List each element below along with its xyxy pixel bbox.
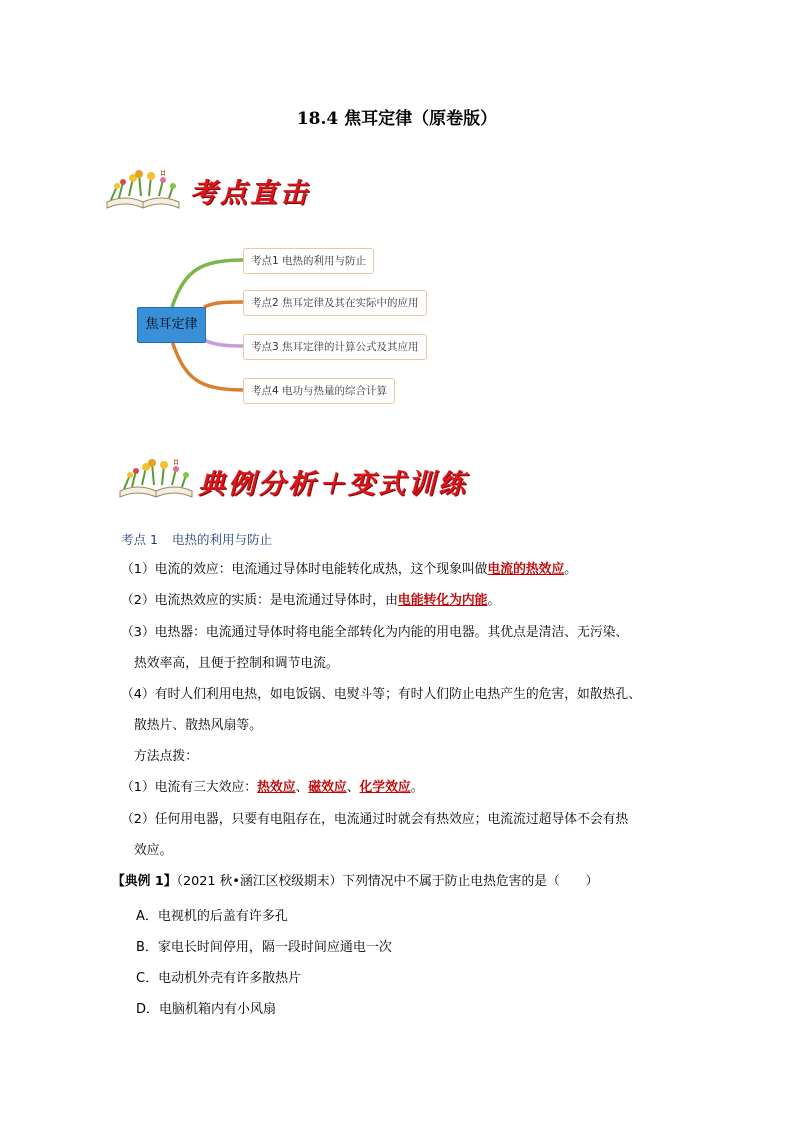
option-a: A．电视机的后盖有许多孔 [136, 909, 288, 924]
book-flower-icon [116, 455, 196, 500]
mindmap-node-2: 考点2 焦耳定律及其在实际中的应用 [243, 290, 427, 316]
example-question [112, 873, 598, 891]
paragraph-4-line-1: （4）有时人们利用电热，如电饭锅、电熨斗等；有时人们防止电热产生的危害，如散热孔、 [121, 687, 642, 702]
answer-text: 电流的热效应 [487, 562, 565, 577]
book-flower-icon [103, 166, 183, 211]
paragraph-4-line-2: 散热片、散热风扇等。 [134, 718, 262, 733]
point-label: 考点 1 [121, 532, 158, 547]
answer-text: 电能转化为内能 [397, 593, 488, 608]
paragraph-3-line-2: 热效率高，且便于控制和调节电流。 [134, 656, 339, 671]
banner-examples: 典例分析＋变式训练 [198, 469, 468, 500]
point-title: 电热的利用与防止 [171, 532, 272, 547]
answer-text: 化学效应 [359, 780, 411, 795]
banner-key-points: 考点直击 [190, 178, 310, 209]
example-tag: 【典例 1】 [112, 874, 177, 889]
mindmap-node-1: 考点1 电热的利用与防止 [243, 248, 374, 274]
paragraph-2: （2）电流热效应的实质：是电流通过导体时，由电能转化为内能。 [121, 593, 501, 608]
answer-text: 磁效应 [308, 780, 347, 795]
answer-text: 热效应 [257, 780, 296, 795]
method-heading: 方法点拨： [134, 749, 198, 764]
mindmap-root: 焦耳定律 [137, 307, 206, 343]
example-text: （2021 秋•涵江区校级期末）下列情况中不属于防止电热危害的是（ ） [176, 874, 599, 889]
method-2-line-1: （2）任何用电器，只要有电阻存在，电流通过时就会有热效应；电流流过超导体不会有热 [121, 812, 629, 827]
paragraph-3-line-1: （3）电热器：电流通过导体时将电能全部转化为内能的用电器。其优点是清洁、无污染、 [121, 625, 629, 640]
option-c: C．电动机外壳有许多散热片 [136, 971, 302, 986]
mindmap-node-4: 考点4 电功与热量的综合计算 [243, 378, 395, 404]
document-title: 18.4 焦耳定律（原卷版） [296, 109, 498, 129]
option-d: D．电脑机箱内有小风扇 [136, 1002, 277, 1017]
mindmap-node-3: 考点3 焦耳定律的计算公式及其应用 [243, 334, 427, 360]
mindmap-connectors [0, 240, 794, 420]
option-b: B．家电长时间停用，隔一段时间应通电一次 [136, 940, 392, 955]
paragraph-1: （1）电流的效应：电流通过导体时电能转化成热，这个现象叫做电流的热效应。 [121, 562, 578, 577]
method-2-line-2: 效应。 [134, 843, 173, 858]
section-heading [121, 530, 286, 548]
method-1: （1）电流有三大效应：热效应、磁效应、化学效应。 [121, 780, 424, 795]
